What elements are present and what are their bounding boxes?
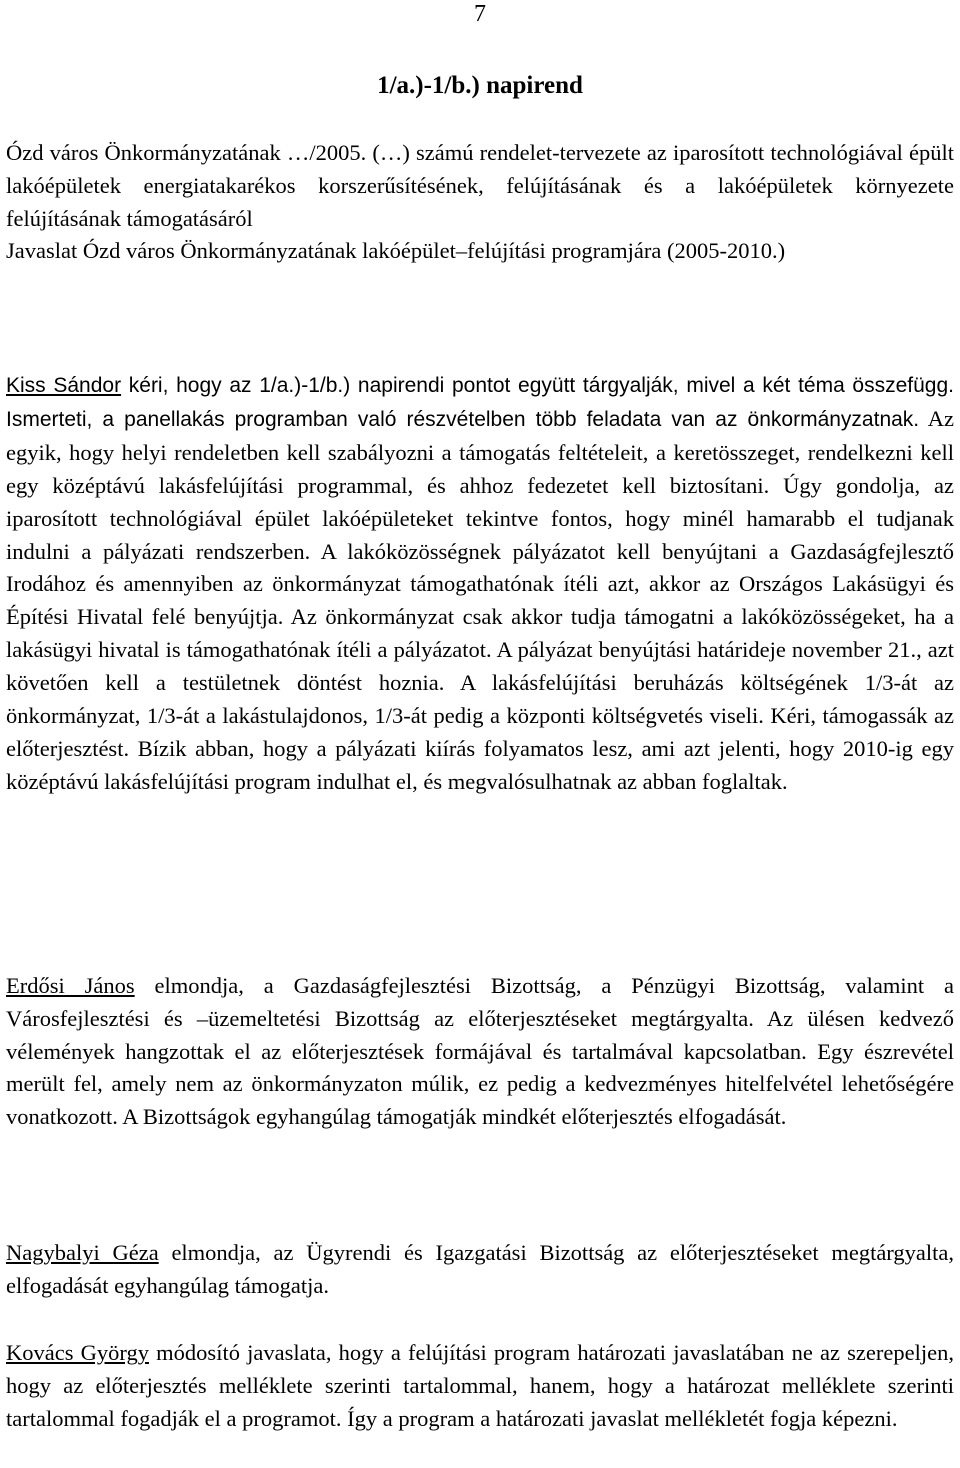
speaker-name: Kiss Sándor — [6, 374, 122, 397]
paragraph-kiss-sandor — [6, 369, 954, 799]
paragraph-kovacs-gyorgy — [6, 1337, 954, 1435]
page-number: 7 — [474, 1, 486, 27]
agenda-item-titles — [6, 137, 954, 268]
paragraph-text: módosító javaslata, hogy a felújítási program határozati javaslatában ne az szerepeljen, hogy az előterjesztés melléklete szerinti tartalommal, hanem, hogy a határozat melléklete szerinti tartalommal fogadják el a programot. Így a program a határozati javaslat mellékletét fogja képezni. — [6, 1340, 954, 1431]
paragraph-text: Az egyik, hogy helyi rendeletben kell szabályozni a támogatás feltételeit, a keretösszeget, rendelkezni kell egy középtávú lakásfelújítási programmal, és ahhoz fedezetet kell biztosítani. Úgy gondolja, az iparosított technológiával épület lakóépületeket tekintve fontos, hogy minél hamarabb el tudjanak indulni a pályázati rendszerben. A lakóközösségnek pályázatot kell benyújtani a Gazdaságfejlesztő Irodához és amennyiben az önkormányzat támogathatónak ítéli azt, akkor az Országos Lakásügyi és Építési Hivatal felé benyújtja. Az önkormányzat csak akkor tudja támogatni a lakóközösségeket, ha a lakásügyi hivatal is támogathatónak ítéli a pályázatot. A pályázat benyújtási határideje november 21., azt követően kell a testületnek döntést hoznia. A lakásfelújítási beruházás költségének 1/3-át az önkormányzat, 1/3-át a lakástulajdonos, 1/3-át pedig a központi költségvetés viseli. Kéri, támogassák az előterjesztést. Bízik abban, hogy a pályázati kiírás folyamatos lesz, ami azt jelenti, hogy 2010-ig egy középtávú lakásfelújítási program indulhat el, és megvalósulhatnak az abban foglaltak. — [6, 405, 954, 794]
paragraph-text-sans: kéri, hogy az 1/a.)-1/b.) napirendi pontot együtt tárgyalják, mivel a két téma összefügg. Ismerteti, a panellakás programban való részvételben több feladata van az önkormányzatnak. — [6, 374, 954, 431]
agenda-heading: 1/a.)-1/b.) napirend — [377, 72, 583, 99]
speaker-name: Erdősi János — [6, 973, 135, 998]
paragraph-nagybalyi-geza — [6, 1237, 954, 1303]
proposal-title: Javaslat Ózd város Önkormányzatának lakóépület–felújítási programjára (2005-2010.) — [6, 238, 786, 264]
ordinance-draft-title: Ózd város Önkormányzatának …/2005. (…) számú rendelet-tervezete az iparosított technológiával épült lakóépületek energiatakarékos korszerűsítésének, felújításának és a lakóépületek környezete felújításának támogatásáról — [6, 140, 954, 231]
speaker-name: Kovács György — [6, 1340, 149, 1365]
speaker-name: Nagybalyi Géza — [6, 1240, 159, 1265]
paragraph-erdosi-janos — [6, 970, 954, 1134]
paragraph-text: elmondja, a Gazdaságfejlesztési Bizottság, a Pénzügyi Bizottság, valamint a Városfejlesztési és –üzemeltetési Bizottság az előterjesztéseket megtárgyalta. Az ülésen kedvező vélemények hangzottak el az előterjesztések formájával és tartalmával kapcsolatban. Egy észrevétel merült fel, amely nem az önkormányzaton múlik, ez pedig a kedvezményes hitelfelvétel lehetőségére vonatkozott. A Bizottságok egyhangúlag támogatják mindkét előterjesztés elfogadását. — [6, 973, 955, 1130]
paragraph-text: elmondja, az Ügyrendi és Igazgatási Bizottság az előterjesztéseket megtárgyalta, elfogadását egyhangúlag támogatja. — [6, 1240, 954, 1298]
